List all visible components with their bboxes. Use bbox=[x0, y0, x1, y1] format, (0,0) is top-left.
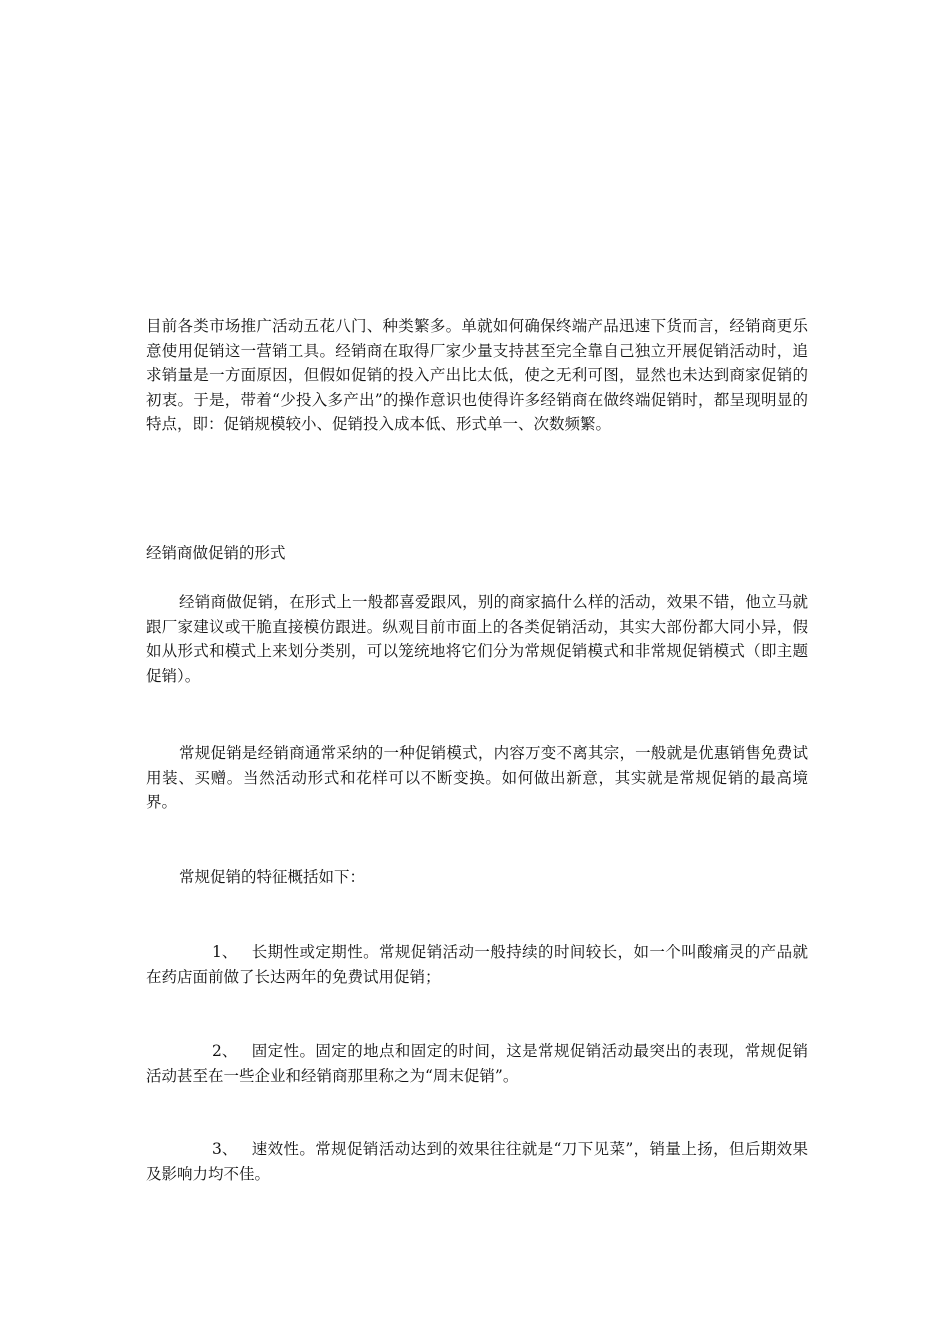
feature-item-2 bbox=[146, 1039, 808, 1088]
features-intro: 常规促销的特征概括如下： bbox=[179, 868, 366, 886]
section-heading: 经销商做促销的形式 bbox=[146, 544, 286, 562]
feature-text: 速效性。常规促销活动达到的效果往往就是“刀下见菜”，销量上扬，但后期效果及影响力均不佳。 bbox=[146, 1140, 808, 1183]
feature-text: 固定性。固定的地点和固定的时间，这是常规促销活动最突出的表现，常规促销活动甚至在一些企业和经销商那里称之为“周末促销”。 bbox=[146, 1042, 808, 1085]
feature-number: 2、 bbox=[212, 1042, 238, 1060]
forms-paragraph: 经销商做促销，在形式上一般都喜爱跟风，别的商家搞什么样的活动，效果不错，他立马就跟厂家建议或干脆直接模仿跟进。纵观目前市面上的各类促销活动，其实大部份都大同小异，假如从形式和模式上来划分类别，可以笼统地将它们分为常规促销模式和非常规促销模式（即主题促销）。 bbox=[146, 593, 808, 685]
feature-number: 1、 bbox=[212, 943, 238, 961]
feature-number: 3、 bbox=[212, 1140, 238, 1158]
regular-promotion-paragraph: 常规促销是经销商通常采纳的一种促销模式，内容万变不离其宗，一般就是优惠销售免费试用装、买赠。当然活动形式和花样可以不断变换。如何做出新意，其实就是常规促销的最高境界。 bbox=[146, 744, 808, 811]
feature-item-3 bbox=[146, 1137, 808, 1186]
intro-paragraph: 目前各类市场推广活动五花八门、种类繁多。单就如何确保终端产品迅速下货而言，经销商更乐意使用促销这一营销工具。经销商在取得厂家少量支持甚至完全靠自己独立开展促销活动时，追求销量是一方面原因，但假如促销的投入产出比太低，使之无利可图，显然也未达到商家促销的初衷。于是，带着“少投入多产出”的操作意识也使得许多经销商在做终端促销时，都呈现明显的特点，即：促销规模较小、促销投入成本低、形式单一、次数频繁。 bbox=[146, 317, 808, 433]
feature-item-1 bbox=[146, 940, 808, 989]
feature-text: 长期性或定期性。常规促销活动一般持续的时间较长，如一个叫酸痛灵的产品就在药店面前做了长达两年的免费试用促销； bbox=[146, 943, 808, 986]
